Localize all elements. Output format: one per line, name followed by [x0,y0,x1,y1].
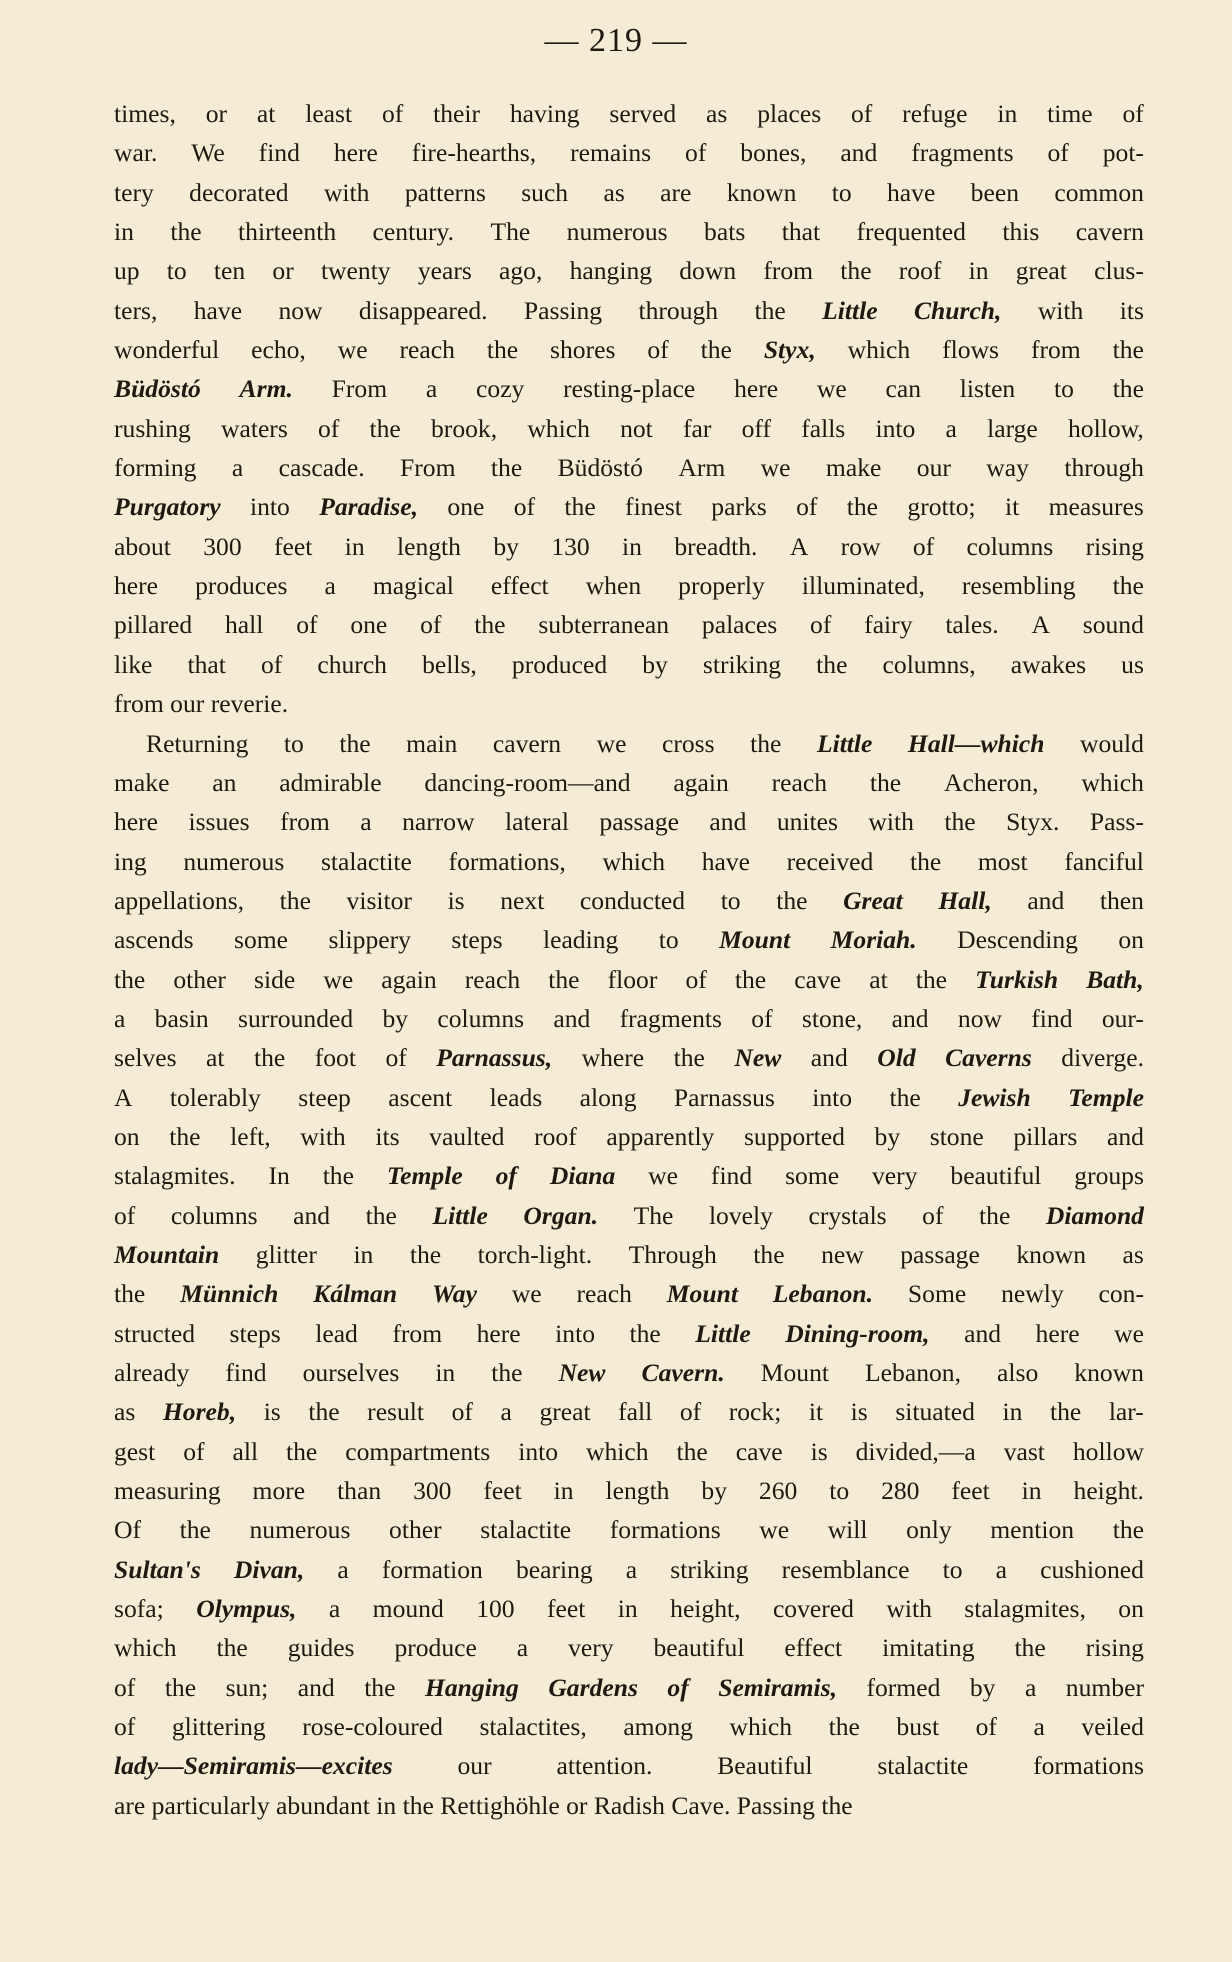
text-line: of glittering rose-coloured stalactites, among which the bust of a veiled [114,1712,1144,1742]
text-line: rushing waters of the brook, which not far off falls into a large hollow, [114,413,1144,443]
text-line: Of the numerous other stalactite formations we will only mention the [114,1515,1144,1545]
text-line: about 300 feet in length by 130 in breadth. A row of columns rising [114,531,1144,561]
text-line: lady—Semiramis—excites our attention. Beautiful stalactite formations [114,1751,1144,1781]
text-line: here issues from a narrow lateral passage and unites with the Styx. Pass- [114,807,1144,837]
text-line: as Horeb, is the result of a great fall of rock; it is situated in the lar- [114,1397,1144,1427]
text-line: pillared hall of one of the subterranean palaces of fairy tales. A sound [114,610,1144,640]
text-line: in the thirteenth century. The numerous bats that frequented this cavern [114,217,1144,247]
text-line: tery decorated with patterns such as are known to have been common [114,177,1144,207]
text-line: Returning to the main cavern we cross the Little Hall—which would [146,728,1144,758]
text-line: times, or at least of their having served as places of refuge in time of [114,99,1144,128]
text-line: the Münnich Kálman Way we reach Mount Lebanon. Some newly con- [114,1279,1144,1309]
text-line: of the sun; and the Hanging Gardens of Semiramis, formed by a number [114,1672,1144,1702]
body-text [114,94,1144,1825]
text-line: up to ten or twenty years ago, hanging down from the roof in great clus- [114,256,1144,286]
text-line: are particularly abundant in the Rettighöhle or Radish Cave. Passing the [114,1790,853,1820]
text-line: on the left, with its vaulted roof apparently supported by stone pillars and [114,1121,1144,1151]
page-number: — 219 — [544,22,688,59]
text-line: measuring more than 300 feet in length by 260 to 280 feet in height. [114,1476,1144,1506]
text-line: already find ourselves in the New Cavern. Mount Lebanon, also known [114,1358,1144,1387]
text-line: Purgatory into Paradise, one of the finest parks of the grotto; it measures [114,492,1144,522]
text-line: selves at the foot of Parnassus, where the New and Old Caverns diverge. [114,1043,1144,1073]
text-line: the other side we again reach the floor of the cave at the Turkish Bath, [114,964,1144,994]
text-line: a basin surrounded by columns and fragments of stone, and now find our- [114,1003,1144,1033]
text-line: here produces a magical effect when properly illuminated, resembling the [114,571,1144,601]
text-line: structed steps lead from here into the Little Dining-room, and here we [114,1318,1144,1348]
text-line: Sultan's Divan, a formation bearing a striking resemblance to a cushioned [114,1554,1144,1584]
text-line: gest of all the compartments into which the cave is divided,—a vast hollow [114,1436,1144,1466]
text-line: war. We find here fire-hearths, remains of bones, and fragments of pot- [114,138,1144,168]
text-line: ters, have now disappeared. Passing through the Little Church, with its [114,295,1144,325]
text-line: wonderful echo, we reach the shores of the Styx, which flows from the [114,335,1144,365]
text-line: ing numerous stalactite formations, which have received the most fanciful [114,846,1144,876]
text-line: A tolerably steep ascent leads along Parnassus into the Jewish Temple [114,1082,1144,1112]
text-line: sofa; Olympus, a mound 100 feet in height, covered with stalagmites, on [114,1594,1144,1624]
text-line: of columns and the Little Organ. The lovely crystals of the Diamond [114,1200,1144,1230]
text-line: make an admirable dancing-room—and again reach the Acheron, which [114,767,1144,797]
text-line: from our reverie. [114,689,289,719]
text-line: forming a cascade. From the Büdöstó Arm we make our way through [114,453,1144,483]
text-line: which the guides produce a very beautiful effect imitating the rising [114,1633,1144,1663]
text-line: Mountain glitter in the torch-light. Through the new passage known as [114,1239,1144,1269]
text-line: Büdöstó Arm. From a cozy resting-place here we can listen to the [114,374,1144,404]
text-line: ascends some slippery steps leading to Mount Moriah. Descending on [114,925,1144,955]
text-line: stalagmites. In the Temple of Diana we find some very beautiful groups [114,1161,1144,1191]
text-line: appellations, the visitor is next conducted to the Great Hall, and then [114,885,1144,915]
text-line: like that of church bells, produced by striking the columns, awakes us [114,649,1144,679]
